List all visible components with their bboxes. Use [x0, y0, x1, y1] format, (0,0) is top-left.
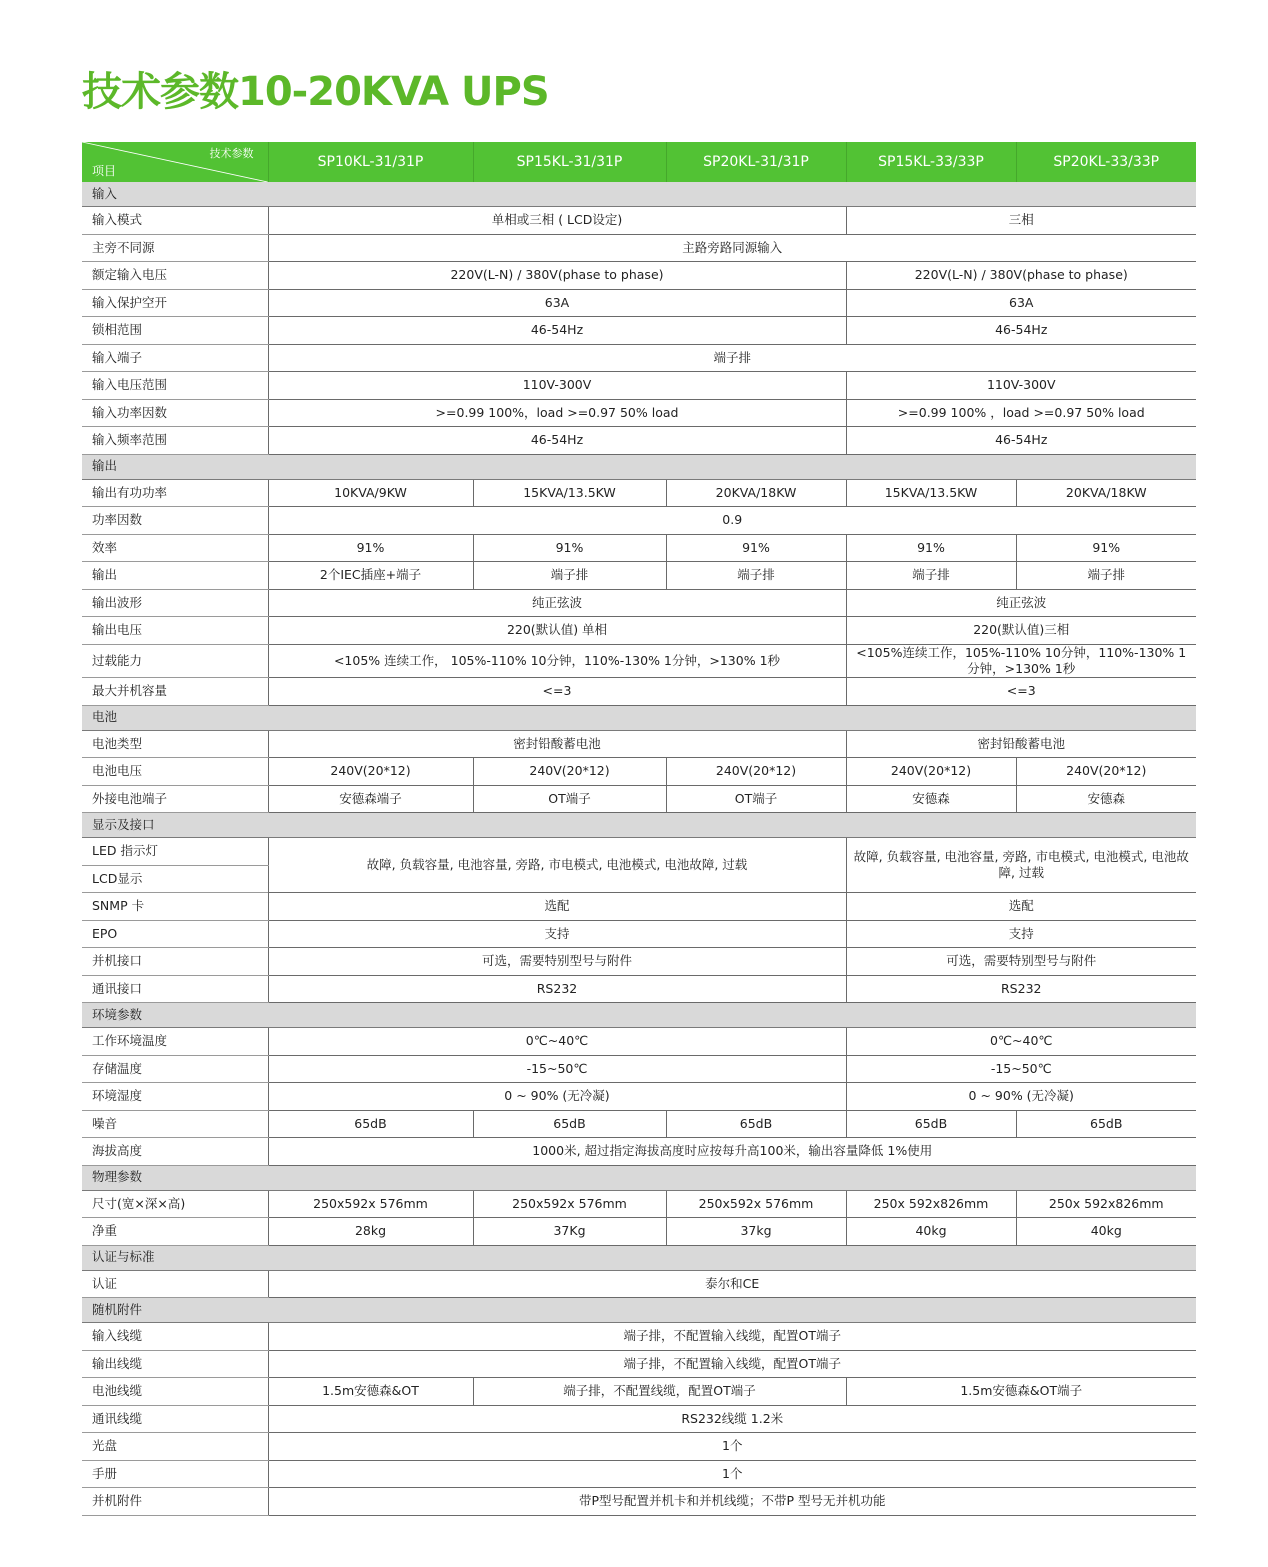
item-label: 工作环境温度: [82, 1028, 268, 1056]
value-cell: 91%: [268, 534, 473, 562]
value-cell: 端子排，不配置线缆，配置OT端子: [473, 1378, 846, 1406]
item-label: LCD显示: [82, 865, 268, 893]
value-cell: <105%连续工作，105%-110% 10分钟，110%-130% 1分钟，>130% 1秒: [846, 644, 1196, 678]
value-cell: 250x592x 576mm: [268, 1190, 473, 1218]
value-cell: 选配: [846, 893, 1196, 921]
table-row: [82, 427, 1196, 455]
value-cell: 纯正弦波: [268, 589, 846, 617]
value-cell: 220(默认值) 单相: [268, 617, 846, 645]
value-cell: 安德森: [1016, 785, 1196, 813]
table-row: [82, 1350, 1196, 1378]
value-cell: 端子排，不配置输入线缆，配置OT端子: [268, 1323, 1196, 1351]
item-label: 输入频率范围: [82, 427, 268, 455]
spec-table: [82, 142, 1196, 1516]
value-cell: 91%: [666, 534, 846, 562]
item-label: 认证: [82, 1270, 268, 1298]
section-row: [82, 182, 1196, 207]
item-label: 尺寸(宽×深×高): [82, 1190, 268, 1218]
value-cell: 1个: [268, 1433, 1196, 1461]
value-cell: 110V-300V: [268, 372, 846, 400]
table-row: [82, 1028, 1196, 1056]
value-cell: 20KVA/18KW: [666, 479, 846, 507]
table-row: [82, 1488, 1196, 1516]
value-cell: 240V(20*12): [473, 758, 666, 786]
value-cell: 可选，需要特别型号与附件: [268, 948, 846, 976]
table-row: [82, 678, 1196, 706]
table-row: [82, 838, 1196, 866]
item-label: 输入模式: [82, 207, 268, 235]
item-label: 输出线缆: [82, 1350, 268, 1378]
table-row: [82, 479, 1196, 507]
value-cell: 0 ~ 90% (无冷凝): [268, 1083, 846, 1111]
section-row: [82, 1003, 1196, 1028]
value-cell: <=3: [268, 678, 846, 706]
value-cell: 端子排，不配置输入线缆，配置OT端子: [268, 1350, 1196, 1378]
value-cell: 密封铅酸蓄电池: [268, 730, 846, 758]
value-cell: 240V(20*12): [268, 758, 473, 786]
item-label: 输出有功功率: [82, 479, 268, 507]
item-label: 效率: [82, 534, 268, 562]
value-cell: RS232: [846, 975, 1196, 1003]
section-row: [82, 454, 1196, 479]
value-cell: 240V(20*12): [846, 758, 1016, 786]
section-row: [82, 705, 1196, 730]
value-cell: <=3: [846, 678, 1196, 706]
table-row: [82, 1323, 1196, 1351]
section-heading: 随机附件: [82, 1298, 1196, 1323]
table-row: [82, 234, 1196, 262]
value-cell: 65dB: [846, 1110, 1016, 1138]
table-row: [82, 1378, 1196, 1406]
value-cell: 端子排: [268, 344, 1196, 372]
item-label: 电池类型: [82, 730, 268, 758]
value-cell: 28kg: [268, 1218, 473, 1246]
section-row: [82, 1298, 1196, 1323]
table-header-row: [82, 142, 1196, 182]
item-label: 锁相范围: [82, 317, 268, 345]
value-cell: 46-54Hz: [268, 317, 846, 345]
page-title: 技术参数10-20KVA UPS: [82, 69, 549, 115]
value-cell: 0 ~ 90% (无冷凝): [846, 1083, 1196, 1111]
item-label: 通讯线缆: [82, 1405, 268, 1433]
value-cell: 故障, 负载容量, 电池容量, 旁路, 市电模式, 电池模式, 电池故障, 过载: [268, 838, 846, 893]
value-cell: 15KVA/13.5KW: [473, 479, 666, 507]
value-cell: 1个: [268, 1460, 1196, 1488]
value-cell: 63A: [268, 289, 846, 317]
value-cell: 250x 592x826mm: [1016, 1190, 1196, 1218]
item-label: 功率因数: [82, 507, 268, 535]
item-label: 手册: [82, 1460, 268, 1488]
value-cell: -15~50℃: [268, 1055, 846, 1083]
value-cell: 37kg: [666, 1218, 846, 1246]
value-cell: 1.5m安德森&OT端子: [846, 1378, 1196, 1406]
value-cell: 10KVA/9KW: [268, 479, 473, 507]
item-label: 并机附件: [82, 1488, 268, 1516]
item-label: 输出波形: [82, 589, 268, 617]
item-label: 额定输入电压: [82, 262, 268, 290]
value-cell: 240V(20*12): [1016, 758, 1196, 786]
value-cell: 220V(L-N) / 380V(phase to phase): [268, 262, 846, 290]
item-label: 过载能力: [82, 644, 268, 678]
item-label: 光盘: [82, 1433, 268, 1461]
value-cell: 泰尔和CE: [268, 1270, 1196, 1298]
value-cell: RS232线缆 1.2米: [268, 1405, 1196, 1433]
item-label: 净重: [82, 1218, 268, 1246]
value-cell: -15~50℃: [846, 1055, 1196, 1083]
table-row: [82, 1110, 1196, 1138]
table-row: [82, 562, 1196, 590]
table-row: [82, 1190, 1196, 1218]
item-label: 存储温度: [82, 1055, 268, 1083]
value-cell: 1.5m安德森&OT: [268, 1378, 473, 1406]
table-row: [82, 730, 1196, 758]
value-cell: 46-54Hz: [846, 427, 1196, 455]
item-label: 环境湿度: [82, 1083, 268, 1111]
section-heading: 显示及接口: [82, 813, 1196, 838]
item-label: 输出: [82, 562, 268, 590]
item-label: LED 指示灯: [82, 838, 268, 866]
item-label: 输出电压: [82, 617, 268, 645]
value-cell: >=0.99 100%，load >=0.97 50% load: [268, 399, 846, 427]
item-label: 输入功率因数: [82, 399, 268, 427]
value-cell: 46-54Hz: [846, 317, 1196, 345]
value-cell: 1000米, 超过指定海拔高度时应按每升高100米，输出容量降低 1%使用: [268, 1138, 1196, 1166]
table-row: [82, 920, 1196, 948]
table-row: [82, 1270, 1196, 1298]
value-cell: 单相或三相 ( LCD设定): [268, 207, 846, 235]
section-heading: 输出: [82, 454, 1196, 479]
table-row: [82, 262, 1196, 290]
section-row: [82, 1165, 1196, 1190]
value-cell: <105% 连续工作， 105%-110% 10分钟，110%-130% 1分钟，>130% 1秒: [268, 644, 846, 678]
table-row: [82, 644, 1196, 678]
table-row: [82, 1405, 1196, 1433]
value-cell: 110V-300V: [846, 372, 1196, 400]
table-row: [82, 589, 1196, 617]
section-heading: 输入: [82, 182, 1196, 207]
item-label: 最大并机容量: [82, 678, 268, 706]
value-cell: 65dB: [666, 1110, 846, 1138]
table-row: [82, 207, 1196, 235]
table-row: [82, 948, 1196, 976]
section-heading: 认证与标准: [82, 1245, 1196, 1270]
table-row: [82, 507, 1196, 535]
table-row: [82, 1433, 1196, 1461]
value-cell: 故障, 负载容量, 电池容量, 旁路, 市电模式, 电池模式, 电池故障, 过载: [846, 838, 1196, 893]
value-cell: 37Kg: [473, 1218, 666, 1246]
value-cell: 三相: [846, 207, 1196, 235]
item-label: 电池线缆: [82, 1378, 268, 1406]
item-label: 输入端子: [82, 344, 268, 372]
item-label: 外接电池端子: [82, 785, 268, 813]
value-cell: 纯正弦波: [846, 589, 1196, 617]
value-cell: 20KVA/18KW: [1016, 479, 1196, 507]
table-row: [82, 893, 1196, 921]
value-cell: 65dB: [473, 1110, 666, 1138]
model-header-cell: SP20KL-33/33P: [1016, 142, 1196, 182]
value-cell: 46-54Hz: [268, 427, 846, 455]
table-row: [82, 372, 1196, 400]
value-cell: 40kg: [846, 1218, 1016, 1246]
item-label: 海拔高度: [82, 1138, 268, 1166]
value-cell: 91%: [473, 534, 666, 562]
table-row: [82, 758, 1196, 786]
value-cell: 安德森: [846, 785, 1016, 813]
table-row: [82, 344, 1196, 372]
table-row: [82, 1460, 1196, 1488]
value-cell: 91%: [1016, 534, 1196, 562]
table-row: [82, 317, 1196, 345]
item-label: 电池电压: [82, 758, 268, 786]
model-header-cell: SP15KL-31/31P: [473, 142, 666, 182]
table-row: [82, 1055, 1196, 1083]
value-cell: 220(默认值)三相: [846, 617, 1196, 645]
value-cell: 40kg: [1016, 1218, 1196, 1246]
section-row: [82, 1245, 1196, 1270]
table-row: [82, 975, 1196, 1003]
item-label: 主旁不同源: [82, 234, 268, 262]
table-row: [82, 785, 1196, 813]
table-row: [82, 399, 1196, 427]
value-cell: 65dB: [268, 1110, 473, 1138]
value-cell: 端子排: [473, 562, 666, 590]
section-heading: 环境参数: [82, 1003, 1196, 1028]
model-header-cell: SP15KL-33/33P: [846, 142, 1016, 182]
table-row: [82, 617, 1196, 645]
header-corner-cell: [82, 142, 268, 182]
value-cell: OT端子: [666, 785, 846, 813]
item-label: 输入线缆: [82, 1323, 268, 1351]
value-cell: 2个IEC插座+端子: [268, 562, 473, 590]
model-header-cell: SP20KL-31/31P: [666, 142, 846, 182]
section-heading: 电池: [82, 705, 1196, 730]
table-row: [82, 289, 1196, 317]
value-cell: 91%: [846, 534, 1016, 562]
item-label: 输入保护空开: [82, 289, 268, 317]
item-label: 并机接口: [82, 948, 268, 976]
value-cell: 0℃~40℃: [268, 1028, 846, 1056]
table-row: [82, 1138, 1196, 1166]
table-row: [82, 1083, 1196, 1111]
value-cell: 250x 592x826mm: [846, 1190, 1016, 1218]
table-row: [82, 534, 1196, 562]
section-heading: 物理参数: [82, 1165, 1196, 1190]
value-cell: 支持: [846, 920, 1196, 948]
item-label: 输入电压范围: [82, 372, 268, 400]
value-cell: 端子排: [666, 562, 846, 590]
item-label: SNMP 卡: [82, 893, 268, 921]
section-row: [82, 813, 1196, 838]
spec-table-body: [82, 182, 1196, 1515]
value-cell: 0℃~40℃: [846, 1028, 1196, 1056]
value-cell: 密封铅酸蓄电池: [846, 730, 1196, 758]
value-cell: 主路旁路同源输入: [268, 234, 1196, 262]
item-label: 噪音: [82, 1110, 268, 1138]
value-cell: 220V(L-N) / 380V(phase to phase): [846, 262, 1196, 290]
value-cell: 250x592x 576mm: [666, 1190, 846, 1218]
value-cell: 63A: [846, 289, 1196, 317]
header-corner-top-label: 技术参数: [209, 147, 254, 160]
value-cell: 65dB: [1016, 1110, 1196, 1138]
value-cell: 端子排: [1016, 562, 1196, 590]
item-label: EPO: [82, 920, 268, 948]
value-cell: 250x592x 576mm: [473, 1190, 666, 1218]
value-cell: 安德森端子: [268, 785, 473, 813]
table-row: [82, 1218, 1196, 1246]
model-header-cell: SP10KL-31/31P: [268, 142, 473, 182]
value-cell: OT端子: [473, 785, 666, 813]
value-cell: 带P型号配置并机卡和并机线缆；不带P 型号无并机功能: [268, 1488, 1196, 1516]
item-label: 通讯接口: [82, 975, 268, 1003]
value-cell: 支持: [268, 920, 846, 948]
value-cell: 240V(20*12): [666, 758, 846, 786]
value-cell: >=0.99 100% ，load >=0.97 50% load: [846, 399, 1196, 427]
value-cell: RS232: [268, 975, 846, 1003]
value-cell: 0.9: [268, 507, 1196, 535]
value-cell: 可选，需要特别型号与附件: [846, 948, 1196, 976]
header-corner-bottom-label: 项目: [92, 164, 117, 178]
value-cell: 端子排: [846, 562, 1016, 590]
value-cell: 选配: [268, 893, 846, 921]
value-cell: 15KVA/13.5KW: [846, 479, 1016, 507]
